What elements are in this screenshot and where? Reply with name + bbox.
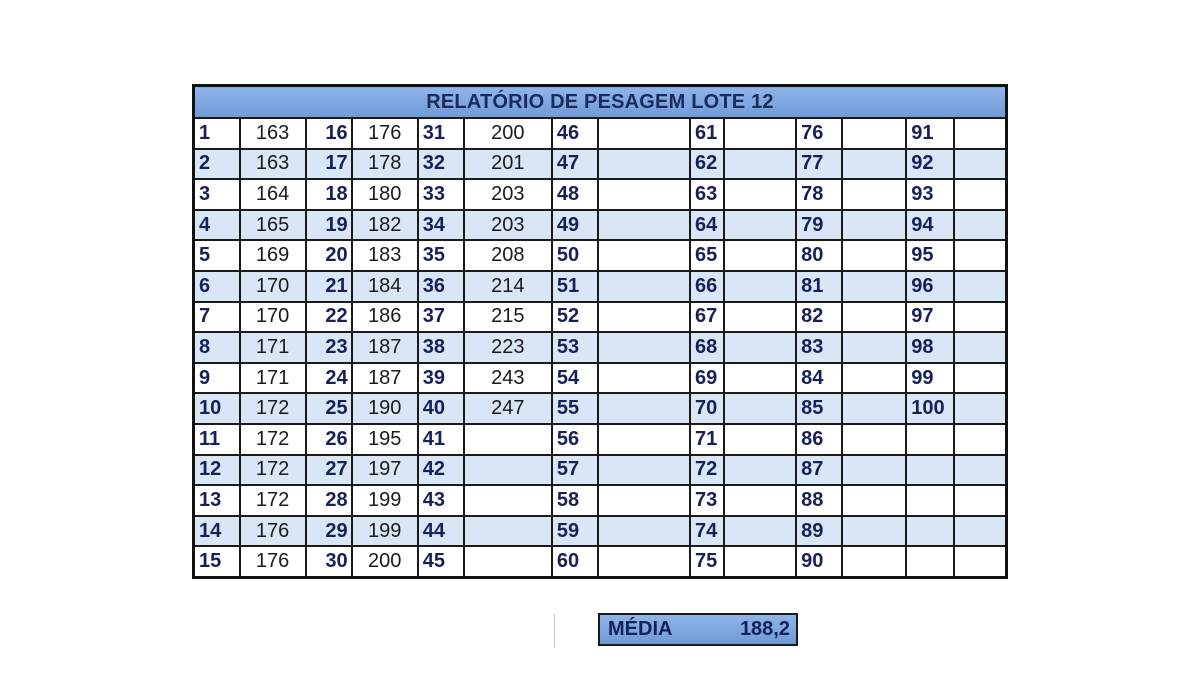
weigh-number-cell: 6 (194, 271, 240, 302)
weight-value-cell: 183 (352, 240, 418, 271)
weight-value-cell: 180 (352, 179, 418, 210)
table-row (194, 393, 1007, 424)
weight-value-cell: 201 (464, 149, 552, 180)
table-row (194, 546, 1007, 577)
weigh-number-cell: 8 (194, 332, 240, 363)
weigh-number-cell: 98 (906, 332, 954, 363)
weigh-number-cell: 60 (552, 546, 598, 577)
weigh-number-cell: 81 (796, 271, 842, 302)
weigh-number-cell: 3 (194, 179, 240, 210)
weight-value-cell (842, 179, 906, 210)
weight-value-cell (954, 332, 1006, 363)
weigh-number-cell: 51 (552, 271, 598, 302)
weigh-number-cell: 34 (418, 210, 464, 241)
weigh-number-cell: 16 (306, 118, 352, 149)
weigh-number-cell: 10 (194, 393, 240, 424)
weigh-number-cell: 28 (306, 485, 352, 516)
average-box (598, 613, 798, 646)
weigh-number-cell: 24 (306, 363, 352, 394)
weight-value-cell: 186 (352, 302, 418, 333)
weight-value-cell: 176 (240, 546, 306, 577)
weight-value-cell (724, 271, 796, 302)
weight-value-cell (954, 271, 1006, 302)
weight-value-cell: 190 (352, 393, 418, 424)
weigh-number-cell: 38 (418, 332, 464, 363)
weigh-number-cell: 72 (690, 455, 724, 486)
weigh-number-cell: 61 (690, 118, 724, 149)
table-row (194, 210, 1007, 241)
weight-value-cell (598, 516, 690, 547)
weight-value-cell (842, 210, 906, 241)
weigh-number-cell: 50 (552, 240, 598, 271)
table-row (194, 424, 1007, 455)
average-label: MÉDIA (608, 618, 673, 640)
weight-value-cell (724, 485, 796, 516)
weigh-number-cell: 12 (194, 455, 240, 486)
weight-value-cell: 187 (352, 363, 418, 394)
weight-value-cell: 164 (240, 179, 306, 210)
weight-value-cell (598, 118, 690, 149)
weight-value-cell (598, 240, 690, 271)
weigh-number-cell: 40 (418, 393, 464, 424)
weigh-number-cell: 89 (796, 516, 842, 547)
weigh-number-cell: 4 (194, 210, 240, 241)
weight-value-cell (954, 393, 1006, 424)
weigh-number-cell: 96 (906, 271, 954, 302)
weight-value-cell (724, 210, 796, 241)
weight-value-cell (724, 179, 796, 210)
weigh-number-cell: 77 (796, 149, 842, 180)
weigh-number-cell: 26 (306, 424, 352, 455)
weight-value-cell (954, 240, 1006, 271)
weigh-number-cell: 57 (552, 455, 598, 486)
weigh-number-cell: 63 (690, 179, 724, 210)
weigh-number-cell (906, 485, 954, 516)
weight-value-cell (842, 240, 906, 271)
weight-value-cell (464, 455, 552, 486)
weight-value-cell (598, 485, 690, 516)
weigh-number-cell: 75 (690, 546, 724, 577)
weight-value-cell: 208 (464, 240, 552, 271)
weigh-number-cell: 47 (552, 149, 598, 180)
weight-value-cell: 172 (240, 455, 306, 486)
weight-value-cell: 247 (464, 393, 552, 424)
weight-value-cell (598, 149, 690, 180)
weight-value-cell (954, 210, 1006, 241)
table-row (194, 332, 1007, 363)
weight-value-cell: 176 (240, 516, 306, 547)
weigh-number-cell: 5 (194, 240, 240, 271)
report-title: RELATÓRIO DE PESAGEM LOTE 12 (194, 86, 1007, 119)
weigh-number-cell: 54 (552, 363, 598, 394)
weigh-number-cell: 73 (690, 485, 724, 516)
weigh-number-cell: 36 (418, 271, 464, 302)
weigh-number-cell: 44 (418, 516, 464, 547)
weigh-number-cell: 20 (306, 240, 352, 271)
weigh-number-cell: 93 (906, 179, 954, 210)
weigh-number-cell (906, 455, 954, 486)
weigh-number-cell: 68 (690, 332, 724, 363)
weight-value-cell (464, 424, 552, 455)
weight-value-cell: 195 (352, 424, 418, 455)
weigh-number-cell: 33 (418, 179, 464, 210)
weigh-number-cell: 7 (194, 302, 240, 333)
weight-value-cell (724, 424, 796, 455)
weight-value-cell: 172 (240, 485, 306, 516)
weight-value-cell (954, 485, 1006, 516)
weigh-number-cell: 32 (418, 149, 464, 180)
weigh-number-cell: 92 (906, 149, 954, 180)
weigh-number-cell: 84 (796, 363, 842, 394)
weigh-number-cell: 55 (552, 393, 598, 424)
weight-value-cell (464, 546, 552, 577)
weight-value-cell: 243 (464, 363, 552, 394)
weight-value-cell: 171 (240, 363, 306, 394)
table-row (194, 149, 1007, 180)
weigh-number-cell: 22 (306, 302, 352, 333)
weight-value-cell (724, 393, 796, 424)
weight-value-cell: 182 (352, 210, 418, 241)
weight-value-cell: 170 (240, 271, 306, 302)
weight-value-cell (724, 332, 796, 363)
weight-value-cell (724, 546, 796, 577)
weight-value-cell (724, 516, 796, 547)
weight-value-cell: 200 (464, 118, 552, 149)
weigh-number-cell: 94 (906, 210, 954, 241)
weigh-number-cell: 65 (690, 240, 724, 271)
weight-value-cell (842, 455, 906, 486)
weigh-number-cell: 56 (552, 424, 598, 455)
weight-value-cell (724, 149, 796, 180)
table-row (194, 118, 1007, 149)
weight-value-cell (598, 302, 690, 333)
weight-value-cell: 165 (240, 210, 306, 241)
weight-value-cell (842, 485, 906, 516)
weight-value-cell: 171 (240, 332, 306, 363)
weigh-number-cell: 85 (796, 393, 842, 424)
weight-value-cell (724, 240, 796, 271)
weight-value-cell (954, 149, 1006, 180)
weight-value-cell (598, 424, 690, 455)
table-row (194, 240, 1007, 271)
weight-value-cell: 176 (352, 118, 418, 149)
weight-value-cell (954, 118, 1006, 149)
weigh-number-cell: 1 (194, 118, 240, 149)
weight-value-cell: 184 (352, 271, 418, 302)
weight-value-cell: 197 (352, 455, 418, 486)
divider (554, 614, 555, 648)
weigh-number-cell: 14 (194, 516, 240, 547)
weigh-number-cell: 70 (690, 393, 724, 424)
weigh-number-cell: 74 (690, 516, 724, 547)
weigh-number-cell: 49 (552, 210, 598, 241)
table-row (194, 485, 1007, 516)
weight-value-cell (598, 546, 690, 577)
weight-value-cell (842, 118, 906, 149)
weigh-number-cell: 17 (306, 149, 352, 180)
weigh-number-cell: 67 (690, 302, 724, 333)
weigh-number-cell: 80 (796, 240, 842, 271)
weight-value-cell: 163 (240, 118, 306, 149)
weigh-number-cell: 18 (306, 179, 352, 210)
weight-value-cell: 199 (352, 516, 418, 547)
weigh-number-cell (906, 424, 954, 455)
weigh-number-cell: 52 (552, 302, 598, 333)
weigh-number-cell: 41 (418, 424, 464, 455)
weigh-number-cell: 19 (306, 210, 352, 241)
weight-value-cell: 163 (240, 149, 306, 180)
weigh-number-cell: 95 (906, 240, 954, 271)
weigh-number-cell: 64 (690, 210, 724, 241)
weigh-number-cell: 76 (796, 118, 842, 149)
weight-value-cell (954, 424, 1006, 455)
table-row (194, 363, 1007, 394)
weight-value-cell: 215 (464, 302, 552, 333)
weight-value-cell: 170 (240, 302, 306, 333)
weight-value-cell: 214 (464, 271, 552, 302)
weight-value-cell: 187 (352, 332, 418, 363)
weight-value-cell: 169 (240, 240, 306, 271)
weight-value-cell (842, 332, 906, 363)
weigh-number-cell: 23 (306, 332, 352, 363)
weight-value-cell: 172 (240, 424, 306, 455)
weigh-number-cell: 27 (306, 455, 352, 486)
weight-value-cell (954, 179, 1006, 210)
weigh-number-cell: 100 (906, 393, 954, 424)
weight-value-cell (724, 118, 796, 149)
weight-value-cell (724, 363, 796, 394)
weight-value-cell (842, 271, 906, 302)
weigh-number-cell: 83 (796, 332, 842, 363)
table-row (194, 271, 1007, 302)
weigh-number-cell: 71 (690, 424, 724, 455)
weight-value-cell (954, 455, 1006, 486)
weight-value-cell (464, 516, 552, 547)
weigh-number-cell: 13 (194, 485, 240, 516)
weigh-number-cell: 25 (306, 393, 352, 424)
weigh-number-cell: 15 (194, 546, 240, 577)
weight-value-cell (464, 485, 552, 516)
weight-value-cell (598, 332, 690, 363)
weigh-number-cell: 45 (418, 546, 464, 577)
weight-value-cell: 172 (240, 393, 306, 424)
table-row (194, 455, 1007, 486)
weight-value-cell (954, 302, 1006, 333)
weigh-number-cell: 11 (194, 424, 240, 455)
weigh-number-cell: 53 (552, 332, 598, 363)
weigh-number-cell: 91 (906, 118, 954, 149)
weight-value-cell (724, 455, 796, 486)
weigh-number-cell: 90 (796, 546, 842, 577)
weigh-number-cell: 42 (418, 455, 464, 486)
weight-value-cell: 203 (464, 179, 552, 210)
weigh-number-cell: 59 (552, 516, 598, 547)
table-row (194, 516, 1007, 547)
weigh-number-cell: 29 (306, 516, 352, 547)
weight-value-cell: 178 (352, 149, 418, 180)
weighing-table (192, 84, 1008, 579)
weight-value-cell (842, 546, 906, 577)
weigh-number-cell: 39 (418, 363, 464, 394)
weigh-number-cell: 88 (796, 485, 842, 516)
weigh-number-cell: 66 (690, 271, 724, 302)
weigh-number-cell: 48 (552, 179, 598, 210)
weight-value-cell (842, 149, 906, 180)
weigh-number-cell: 62 (690, 149, 724, 180)
weigh-number-cell: 87 (796, 455, 842, 486)
weigh-number-cell: 58 (552, 485, 598, 516)
weigh-number-cell: 30 (306, 546, 352, 577)
weight-value-cell (598, 363, 690, 394)
weigh-number-cell: 99 (906, 363, 954, 394)
weight-value-cell (954, 363, 1006, 394)
weight-value-cell: 199 (352, 485, 418, 516)
table-row (194, 302, 1007, 333)
weight-value-cell (598, 179, 690, 210)
weight-value-cell (598, 393, 690, 424)
weigh-number-cell: 46 (552, 118, 598, 149)
weigh-number-cell: 21 (306, 271, 352, 302)
weigh-number-cell: 97 (906, 302, 954, 333)
average-value: 188,2 (739, 618, 790, 640)
weight-value-cell: 200 (352, 546, 418, 577)
weigh-number-cell: 2 (194, 149, 240, 180)
weigh-number-cell: 35 (418, 240, 464, 271)
weight-value-cell (724, 302, 796, 333)
weigh-number-cell: 86 (796, 424, 842, 455)
weight-value-cell (598, 455, 690, 486)
weigh-number-cell: 43 (418, 485, 464, 516)
weigh-number-cell (906, 516, 954, 547)
weight-value-cell (842, 516, 906, 547)
weight-value-cell (598, 210, 690, 241)
table-row (194, 179, 1007, 210)
weigh-number-cell: 78 (796, 179, 842, 210)
weigh-number-cell: 9 (194, 363, 240, 394)
weigh-number-cell: 31 (418, 118, 464, 149)
weigh-number-cell: 37 (418, 302, 464, 333)
weight-value-cell (842, 393, 906, 424)
weight-value-cell: 223 (464, 332, 552, 363)
weigh-number-cell (906, 546, 954, 577)
weighing-report (192, 84, 1008, 579)
weigh-number-cell: 79 (796, 210, 842, 241)
weight-value-cell (954, 516, 1006, 547)
weight-value-cell (954, 546, 1006, 577)
weight-value-cell (842, 302, 906, 333)
weigh-number-cell: 69 (690, 363, 724, 394)
weight-value-cell (842, 363, 906, 394)
weight-value-cell (598, 271, 690, 302)
weight-value-cell (842, 424, 906, 455)
weight-value-cell: 203 (464, 210, 552, 241)
weigh-number-cell: 82 (796, 302, 842, 333)
